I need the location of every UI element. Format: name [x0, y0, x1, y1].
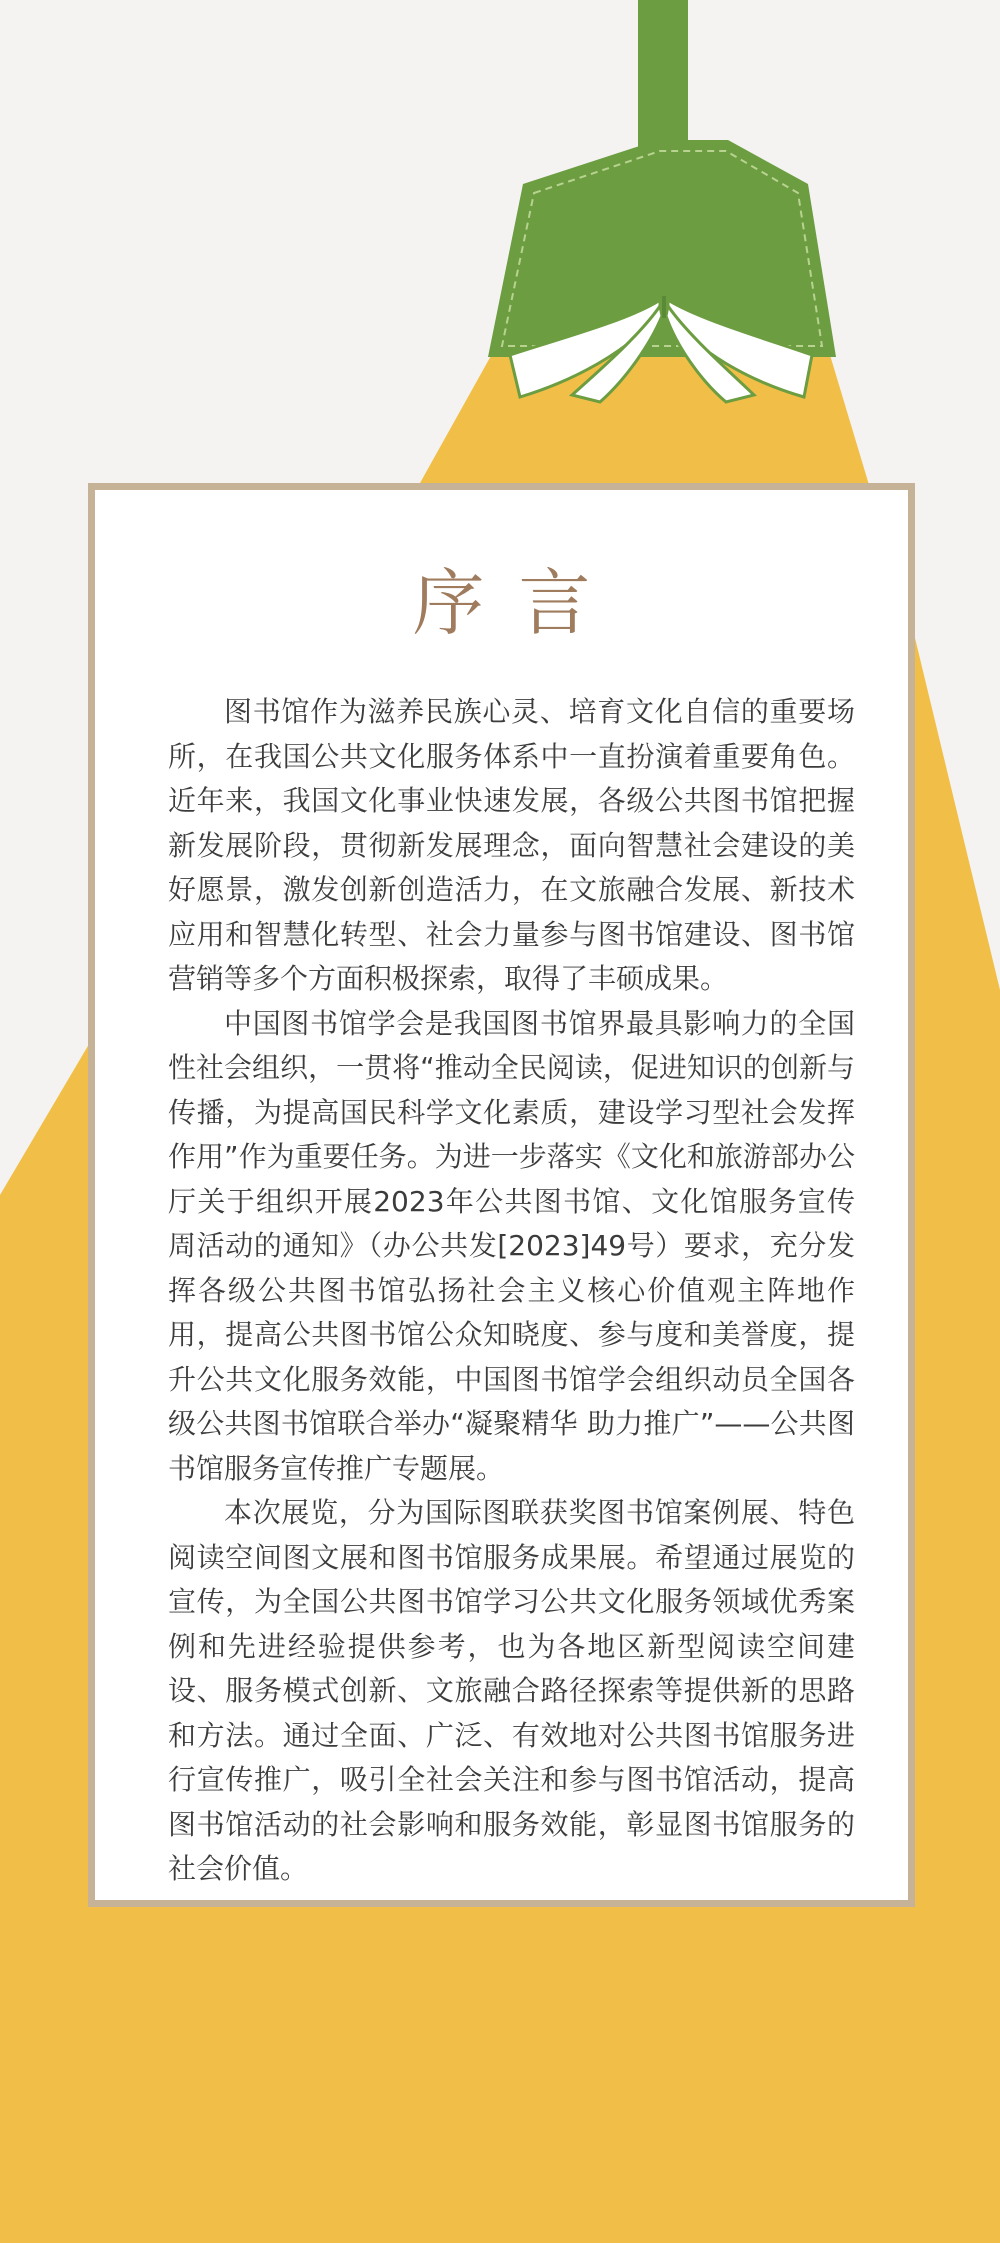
- lamp-arm: [638, 0, 688, 156]
- preface-title: 序言: [412, 561, 625, 645]
- preface-paragraph-3: 本次展览，分为国际图联获奖图书馆案例展、特色阅读空间图文展和图书馆服务成果展。希望通过展览的宣传，为全国公共图书馆学习公共文化服务领域优秀案例和先进经验提供参考，也为各地区新型阅读空间建设、服务模式创新、文旅融合路径探索等提供新的思路和方法。通过全面、广泛、有效地对公共图书馆服务进行宣传推广，吸引全社会关注和参与图书馆活动，提高图书馆活动的社会影响和服务效能，彰显图书馆服务的社会价值。: [168, 1496, 855, 1885]
- preface-card: [88, 483, 915, 1907]
- preface-paragraph-1: 图书馆作为滋养民族心灵、培育文化自信的重要场所，在我国公共文化服务体系中一直扮演着重要角色。近年来，我国文化事业快速发展，各级公共图书馆把握新发展阶段，贯彻新发展理念，面向智慧社会建设的美好愿景，激发创新创造活力，在文旅融合发展、新技术应用和智慧化转型、社会力量参与图书馆建设、图书馆营销等多个方面积极探索，取得了丰硕成果。: [168, 695, 855, 995]
- preface-body: [168, 690, 855, 1892]
- preface-paragraph-2: 中国图书馆学会是我国图书馆界最具影响力的全国性社会组织，一贯将“推动全民阅读，促进知识的创新与传播，为提高国民科学文化素质，建设学习型社会发挥作用”作为重要任务。为进一步落实《文化和旅游部办公厅关于组织开展2023年公共图书馆、文化馆服务宣传周活动的通知》（办公共发[2023]49号）要求，充分发挥各级公共图书馆弘扬社会主义核心价值观主阵地作用，提高公共图书馆公众知晓度、参与度和美誉度，提升公共文化服务效能，中国图书馆学会组织动员全国各级公共图书馆联合举办“凝聚精华 助力推广”——公共图书馆服务宣传推广专题展。: [168, 1006, 855, 1485]
